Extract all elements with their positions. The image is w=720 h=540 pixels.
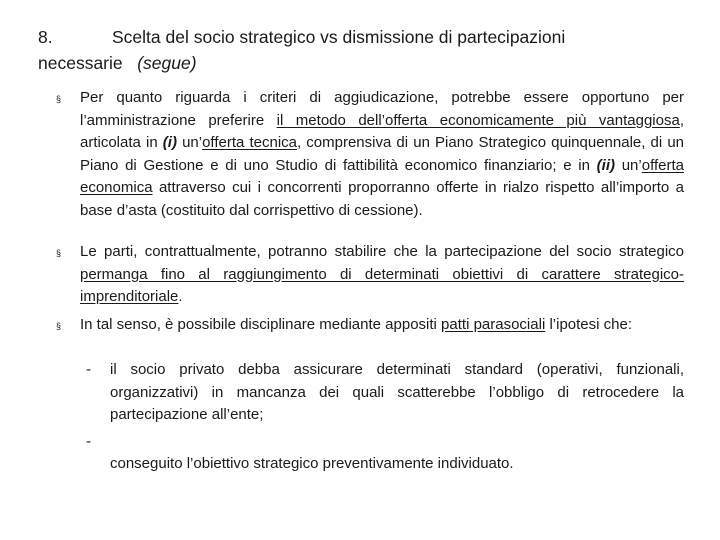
- bullet-text: , articolata in: [80, 111, 684, 151]
- sub-item-obiettivo: conseguito l’obiettivo strategico preventivamente individuato.: [110, 455, 514, 472]
- bullet-text: l’ipotesi che:: [545, 316, 632, 333]
- title-line1: Scelta del socio strategico vs dismissione di partecipazioni: [112, 27, 566, 47]
- bullet-criteri: [56, 87, 685, 222]
- underlined-text: offerta economica: [80, 156, 684, 196]
- bullet-parti: [56, 241, 684, 309]
- dash-marker: -: [86, 361, 91, 378]
- underlined-text: permanga fino al raggiungimento di determinati obiettivi di carattere strategico-imprenditoriale: [80, 265, 684, 305]
- title-number: 8.: [38, 27, 53, 47]
- sub-item-text: il socio privato debba assicurare determinati standard (operativi, funzionali, organizzativi) in mancanza dei quali scatterebbe l’obbligo di retrocedere la partecipazione all’ente;: [110, 361, 684, 423]
- bullet-marker-icon: §: [56, 94, 62, 104]
- enumerator: (ii): [596, 156, 615, 174]
- bullet-marker-icon: §: [56, 321, 62, 331]
- underlined-text: il metodo dell’offerta economicamente più vantaggiosa: [276, 111, 680, 129]
- bullet-text: Per quanto riguarda i criteri di aggiudicazione, potrebbe essere opportuno per l’amministrazione preferire: [80, 89, 684, 129]
- title-segue: (segue): [137, 53, 197, 73]
- bullet-text: .: [178, 288, 183, 305]
- bullet-text: In tal senso, è possibile disciplinare mediante appositi: [80, 316, 442, 333]
- sub-item-standard: [86, 359, 684, 427]
- bullet-marker-icon: §: [56, 248, 62, 258]
- bullet-text: un’: [615, 156, 642, 174]
- underlined-text: offerta tecnica: [202, 134, 297, 151]
- slide-title: [38, 24, 698, 76]
- title-line2: necessarie: [38, 53, 123, 73]
- bullet-text: un’: [176, 134, 203, 151]
- bullet-text: attraverso cui i concorrenti proporranno offerte in rialzo rispetto all’importo a base d’asta (costituito dal corrispettivo di cessione).: [80, 179, 684, 219]
- bullet-text: , comprensiva di un Piano Strategico quinquennale, di un Piano di Gestione e di uno Studio di fattibilità economico finanziario; e in: [80, 134, 685, 174]
- bullet-text: Le parti, contrattualmente, potranno stabilire che la partecipazione del socio strategico: [80, 243, 684, 260]
- bullet-senso: [56, 314, 684, 337]
- underlined-text: patti parasociali: [441, 316, 546, 333]
- dash-marker: -: [86, 433, 91, 450]
- enumerator: (i): [162, 134, 177, 151]
